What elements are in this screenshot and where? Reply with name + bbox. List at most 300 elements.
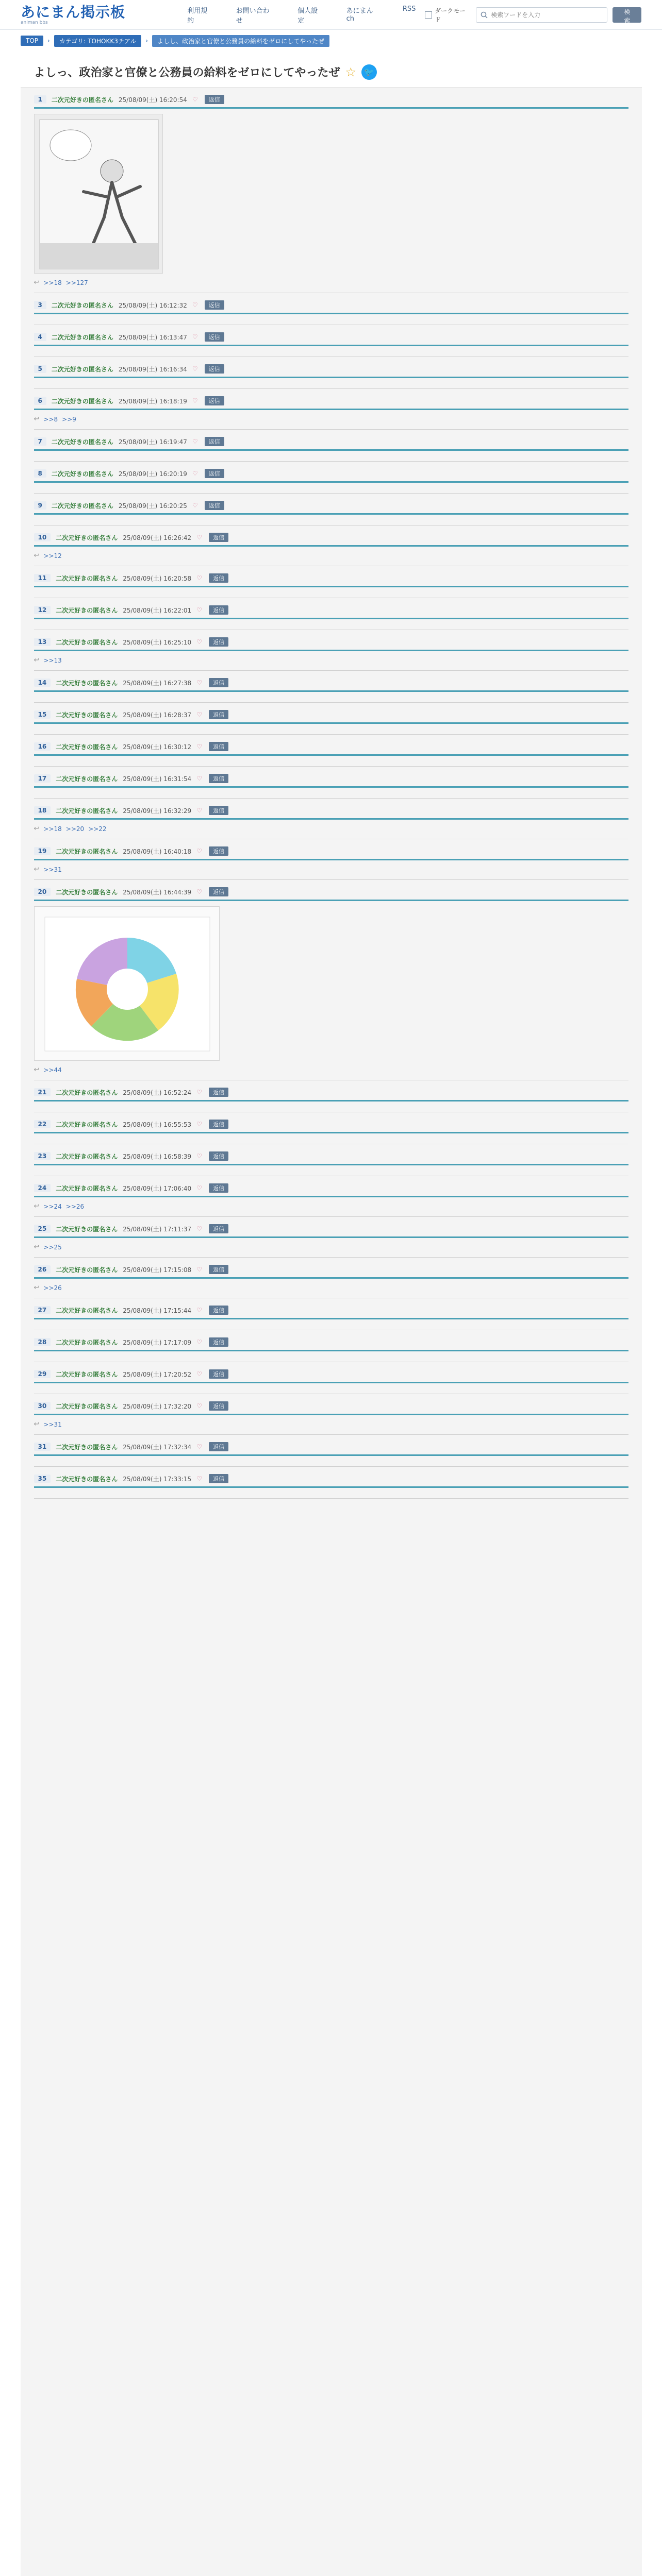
post-date: 25/08/09(土) 17:15:44 xyxy=(123,1307,192,1314)
like-button[interactable] xyxy=(196,1089,204,1096)
poster-name: 二次元好きの匿名さん xyxy=(56,1475,118,1483)
post xyxy=(34,1080,628,1112)
post xyxy=(34,462,628,494)
poster-name: 二次元好きの匿名さん xyxy=(56,606,118,614)
reply-reference-link[interactable]: >>18 xyxy=(43,279,62,286)
post-header xyxy=(34,637,628,647)
post-date: 25/08/09(土) 17:32:20 xyxy=(123,1402,192,1410)
heart-icon: ♡ xyxy=(192,333,198,341)
post-number[interactable]: 15 xyxy=(34,710,51,719)
heart-icon: ♡ xyxy=(196,1402,202,1410)
heart-icon: ♡ xyxy=(196,534,202,541)
heart-icon: ♡ xyxy=(196,1184,202,1192)
post-header xyxy=(34,501,628,510)
post-image[interactable] xyxy=(34,906,220,1061)
post xyxy=(34,1258,628,1298)
post-number[interactable]: 31 xyxy=(34,1443,51,1451)
post-number[interactable]: 19 xyxy=(34,847,51,855)
post-header xyxy=(34,469,628,478)
post-number[interactable]: 24 xyxy=(34,1184,51,1192)
post-divider xyxy=(34,481,628,483)
reply-button[interactable]: 返信 xyxy=(209,742,228,751)
post-number[interactable]: 11 xyxy=(34,574,51,582)
post-number[interactable]: 28 xyxy=(34,1338,51,1346)
post-references xyxy=(34,279,628,286)
dark-mode-label: ダークモード xyxy=(435,7,466,23)
post-number[interactable]: 21 xyxy=(34,1088,51,1096)
reply-icon: ↩ xyxy=(34,656,40,664)
like-button[interactable] xyxy=(196,534,204,541)
post-number[interactable]: 5 xyxy=(34,365,46,373)
heart-icon: ♡ xyxy=(192,301,198,309)
site-logo[interactable] xyxy=(21,5,168,25)
reply-button[interactable]: 返信 xyxy=(205,469,224,478)
post-number[interactable]: 3 xyxy=(34,301,46,309)
post xyxy=(34,1217,628,1258)
reply-reference-link[interactable]: >>9 xyxy=(62,415,76,423)
poster-name: 二次元好きの匿名さん xyxy=(51,301,113,309)
reply-button[interactable]: 返信 xyxy=(205,437,224,446)
heart-icon: ♡ xyxy=(196,848,202,855)
poster-name: 二次元好きの匿名さん xyxy=(56,1338,118,1346)
like-button[interactable] xyxy=(196,888,204,895)
post xyxy=(34,630,628,671)
reply-icon: ↩ xyxy=(34,1202,40,1210)
post-header xyxy=(34,437,628,446)
post-header xyxy=(34,396,628,405)
post-divider xyxy=(34,1100,628,1101)
post-date: 25/08/09(土) 16:55:53 xyxy=(123,1121,192,1128)
reply-button[interactable]: 返信 xyxy=(209,533,228,542)
post-divider xyxy=(34,818,628,820)
post-number[interactable]: 26 xyxy=(34,1265,51,1274)
reply-button[interactable]: 返信 xyxy=(209,1224,228,1233)
like-button[interactable] xyxy=(196,679,204,686)
post-references xyxy=(34,866,628,873)
poster-name: 二次元好きの匿名さん xyxy=(56,1184,118,1192)
post xyxy=(34,880,628,1080)
poster-name: 二次元好きの匿名さん xyxy=(56,1121,118,1128)
poster-name: 二次元好きの匿名さん xyxy=(56,888,118,896)
post-header xyxy=(34,533,628,542)
twitter-bird-icon[interactable]: 🐦 xyxy=(361,64,377,80)
breadcrumb xyxy=(0,33,662,48)
reply-button[interactable]: 返信 xyxy=(205,300,224,310)
like-button[interactable] xyxy=(192,470,200,477)
breadcrumb-top[interactable]: TOP xyxy=(21,36,43,46)
post-divider xyxy=(34,786,628,788)
post-number[interactable]: 4 xyxy=(34,333,46,341)
poster-name: 二次元好きの匿名さん xyxy=(56,638,118,646)
post-date: 25/08/09(土) 16:20:58 xyxy=(123,574,192,582)
reply-icon: ↩ xyxy=(34,279,40,286)
like-button[interactable] xyxy=(196,1266,204,1273)
post-number[interactable]: 8 xyxy=(34,469,46,478)
heart-icon: ♡ xyxy=(192,365,198,372)
poster-name: 二次元好きの匿名さん xyxy=(51,365,113,373)
post-references xyxy=(34,1284,628,1292)
reply-button[interactable]: 返信 xyxy=(209,710,228,719)
post-date: 25/08/09(土) 16:44:39 xyxy=(123,888,192,896)
reply-button[interactable]: 返信 xyxy=(209,846,228,856)
post-date: 25/08/09(土) 16:52:24 xyxy=(123,1089,192,1096)
reply-button[interactable]: 返信 xyxy=(209,1442,228,1451)
reply-button[interactable]: 返信 xyxy=(205,332,224,342)
post-header xyxy=(34,1088,628,1097)
post-divider xyxy=(34,1318,628,1319)
post-number[interactable]: 14 xyxy=(34,679,51,687)
reply-button[interactable]: 返信 xyxy=(209,1151,228,1161)
post-divider xyxy=(34,1277,628,1279)
post-divider xyxy=(34,1132,628,1133)
post-references xyxy=(34,552,628,560)
like-button[interactable] xyxy=(196,574,204,582)
post-date: 25/08/09(土) 17:33:15 xyxy=(123,1475,192,1483)
heart-icon: ♡ xyxy=(196,807,202,814)
like-button[interactable] xyxy=(192,333,200,341)
post-header xyxy=(34,887,628,896)
post-references xyxy=(34,1420,628,1428)
post-references xyxy=(34,1243,628,1251)
post-header xyxy=(34,846,628,856)
reply-reference-link[interactable]: >>127 xyxy=(65,279,88,286)
post-divider xyxy=(34,409,628,410)
like-button[interactable] xyxy=(196,1184,204,1192)
poster-name: 二次元好きの匿名さん xyxy=(56,711,118,719)
post-number[interactable]: 22 xyxy=(34,1120,51,1128)
poster-name: 二次元好きの匿名さん xyxy=(56,775,118,783)
post-date: 25/08/09(土) 17:06:40 xyxy=(123,1184,192,1192)
reply-reference-link[interactable]: >>12 xyxy=(43,552,62,560)
heart-icon: ♡ xyxy=(192,397,198,404)
reply-reference-link[interactable]: >>24 xyxy=(43,1202,62,1210)
poster-name: 二次元好きの匿名さん xyxy=(56,1225,118,1233)
reply-button[interactable]: 返信 xyxy=(209,1088,228,1097)
heart-icon: ♡ xyxy=(196,1089,202,1096)
reply-reference-link[interactable]: >>18 xyxy=(43,825,62,833)
post-date: 25/08/09(土) 16:58:39 xyxy=(123,1153,192,1160)
post-divider xyxy=(34,618,628,619)
post xyxy=(34,430,628,462)
post xyxy=(34,767,628,799)
reply-button[interactable]: 返信 xyxy=(209,1474,228,1483)
heart-icon: ♡ xyxy=(196,679,202,686)
post xyxy=(34,88,628,293)
like-button[interactable] xyxy=(196,1153,204,1160)
post-divider xyxy=(34,1196,628,1197)
post-divider xyxy=(34,449,628,451)
reply-reference-link[interactable]: >>13 xyxy=(43,656,62,664)
breadcrumb-category[interactable]: カテゴリ: TOHOKK3チアル xyxy=(54,35,142,47)
like-button[interactable] xyxy=(196,1121,204,1128)
post-header xyxy=(34,1337,628,1347)
post-number[interactable]: 30 xyxy=(34,1402,51,1410)
reply-button[interactable]: 返信 xyxy=(209,1401,228,1411)
post xyxy=(34,598,628,630)
search-button[interactable]: 検索 xyxy=(613,7,641,23)
post-header xyxy=(34,95,628,104)
reply-icon: ↩ xyxy=(34,552,40,560)
post-number[interactable]: 18 xyxy=(34,806,51,815)
post-number[interactable]: 10 xyxy=(34,533,51,541)
nav-item-contact[interactable]: お問い合わせ xyxy=(236,7,270,25)
logo-title: あにまん掲示板 xyxy=(21,3,126,21)
post-divider xyxy=(34,859,628,860)
like-button[interactable] xyxy=(192,301,200,309)
heart-icon: ♡ xyxy=(196,1266,202,1273)
post-header xyxy=(34,605,628,615)
thread-title-row xyxy=(21,57,642,88)
reply-reference-link[interactable]: >>25 xyxy=(43,1243,62,1251)
post xyxy=(34,1144,628,1176)
post-date: 25/08/09(土) 16:31:54 xyxy=(123,775,192,783)
post-number[interactable]: 23 xyxy=(34,1152,51,1160)
logo-subtitle: animan bbs xyxy=(21,20,48,25)
post-divider xyxy=(34,1486,628,1488)
reply-button[interactable]: 返信 xyxy=(209,1183,228,1193)
reply-button[interactable]: 返信 xyxy=(209,605,228,615)
post-divider xyxy=(34,545,628,547)
post-divider xyxy=(34,1382,628,1383)
heart-icon: ♡ xyxy=(192,438,198,445)
post-divider xyxy=(34,1350,628,1351)
nav-item-rss[interactable]: RSS xyxy=(402,5,416,13)
heart-icon: ♡ xyxy=(192,470,198,477)
like-button[interactable] xyxy=(192,96,200,103)
reply-icon: ↩ xyxy=(34,825,40,833)
post-date: 25/08/09(土) 16:12:32 xyxy=(118,301,187,309)
poster-name: 二次元好きの匿名さん xyxy=(51,502,113,510)
post-header xyxy=(34,1369,628,1379)
reply-icon: ↩ xyxy=(34,415,40,423)
reply-button[interactable]: 返信 xyxy=(209,774,228,783)
post xyxy=(34,1176,628,1217)
search-box xyxy=(476,7,607,23)
reply-button[interactable]: 返信 xyxy=(209,637,228,647)
post-number[interactable]: 35 xyxy=(34,1475,51,1483)
post-number[interactable]: 27 xyxy=(34,1306,51,1314)
post xyxy=(34,1394,628,1435)
post xyxy=(34,703,628,735)
post-number[interactable]: 6 xyxy=(34,397,46,405)
dark-mode-checkbox[interactable] xyxy=(425,11,432,19)
like-button[interactable] xyxy=(196,743,204,750)
post-number[interactable]: 9 xyxy=(34,501,46,510)
like-button[interactable] xyxy=(196,1307,204,1314)
post-divider xyxy=(34,1414,628,1415)
reply-button[interactable]: 返信 xyxy=(205,95,224,104)
post-date: 25/08/09(土) 17:11:37 xyxy=(123,1225,192,1233)
reply-icon: ↩ xyxy=(34,866,40,873)
reply-reference-link[interactable]: >>31 xyxy=(43,866,62,873)
poster-name: 二次元好きの匿名さん xyxy=(51,470,113,478)
like-button[interactable] xyxy=(196,638,204,646)
post-header xyxy=(34,774,628,783)
post-header xyxy=(34,364,628,374)
post-references xyxy=(34,415,628,423)
post-header xyxy=(34,1265,628,1274)
breadcrumb-thread[interactable]: よしし、政治家と官僚と公務員の給料をゼロにしてやったぜ xyxy=(152,35,329,47)
post-number[interactable]: 13 xyxy=(34,638,51,646)
poster-name: 二次元好きの匿名さん xyxy=(51,96,113,104)
poster-name: 二次元好きの匿名さん xyxy=(51,397,113,405)
post-image[interactable] xyxy=(34,114,163,274)
like-button[interactable] xyxy=(196,1225,204,1232)
heart-icon: ♡ xyxy=(196,1153,202,1160)
post-header xyxy=(34,1401,628,1411)
heart-icon: ♡ xyxy=(192,502,198,509)
like-button[interactable] xyxy=(192,438,200,445)
post-header xyxy=(34,300,628,310)
post-references xyxy=(34,825,628,833)
reply-button[interactable]: 返信 xyxy=(205,396,224,405)
post-header xyxy=(34,1306,628,1315)
like-button[interactable] xyxy=(196,775,204,782)
post-divider xyxy=(34,690,628,692)
heart-icon: ♡ xyxy=(196,888,202,895)
post-divider xyxy=(34,1236,628,1238)
nav-item-settings[interactable]: 個人設定 xyxy=(297,7,318,25)
heart-icon: ♡ xyxy=(196,711,202,718)
reply-button[interactable]: 返信 xyxy=(205,364,224,374)
star-icon[interactable]: ☆ xyxy=(345,64,357,79)
post-header xyxy=(34,1183,628,1193)
post xyxy=(34,526,628,566)
reply-button[interactable]: 返信 xyxy=(209,887,228,896)
like-button[interactable] xyxy=(196,1338,204,1346)
post-divider xyxy=(34,650,628,651)
post xyxy=(34,1362,628,1394)
post xyxy=(34,325,628,357)
reply-reference-link[interactable]: >>20 xyxy=(65,825,85,833)
post-date: 25/08/09(土) 16:25:10 xyxy=(123,638,192,646)
reply-button[interactable]: 返信 xyxy=(209,1337,228,1347)
post-number[interactable]: 12 xyxy=(34,606,51,614)
like-button[interactable] xyxy=(196,1443,204,1450)
post-header xyxy=(34,678,628,687)
post xyxy=(34,1298,628,1330)
heart-icon: ♡ xyxy=(196,1307,202,1314)
post-number[interactable]: 17 xyxy=(34,774,51,783)
like-button[interactable] xyxy=(196,807,204,814)
post-date: 25/08/09(土) 16:18:19 xyxy=(118,397,187,405)
heart-icon: ♡ xyxy=(196,1225,202,1232)
post-date: 25/08/09(土) 16:27:38 xyxy=(123,679,192,687)
post-header xyxy=(34,573,628,583)
post xyxy=(34,671,628,703)
like-button[interactable] xyxy=(196,1475,204,1482)
reply-button[interactable]: 返信 xyxy=(209,1120,228,1129)
post-date: 25/08/09(土) 16:30:12 xyxy=(123,743,192,751)
heart-icon: ♡ xyxy=(196,1443,202,1450)
reply-reference-link[interactable]: >>44 xyxy=(43,1066,62,1074)
post xyxy=(34,494,628,526)
like-button[interactable] xyxy=(196,848,204,855)
post xyxy=(34,566,628,598)
nav-item-animanch[interactable]: あにまんch xyxy=(346,7,373,23)
search-input[interactable] xyxy=(491,11,603,19)
reply-button[interactable]: 返信 xyxy=(209,1369,228,1379)
post-number[interactable]: 25 xyxy=(34,1225,51,1233)
poster-name: 二次元好きの匿名さん xyxy=(51,333,113,341)
heart-icon: ♡ xyxy=(196,1370,202,1378)
reply-reference-link[interactable]: >>8 xyxy=(43,415,58,423)
post-references xyxy=(34,656,628,664)
dark-mode-toggle[interactable] xyxy=(425,6,471,24)
post-date: 25/08/09(土) 16:40:18 xyxy=(123,848,192,855)
heart-icon: ♡ xyxy=(196,638,202,646)
post-date: 25/08/09(土) 16:20:54 xyxy=(118,96,187,104)
nav-item-terms[interactable]: 利用規約 xyxy=(187,7,208,25)
reply-reference-link[interactable]: >>31 xyxy=(43,1420,62,1428)
reply-button[interactable]: 返信 xyxy=(209,678,228,687)
breadcrumb-separator: › xyxy=(145,37,148,44)
post-divider xyxy=(34,754,628,756)
poster-name: 二次元好きの匿名さん xyxy=(56,1402,118,1410)
poster-name: 二次元好きの匿名さん xyxy=(56,1307,118,1314)
reply-button[interactable]: 返信 xyxy=(209,573,228,583)
poster-name: 二次元好きの匿名さん xyxy=(56,1153,118,1160)
post-divider xyxy=(34,107,628,109)
post-number[interactable]: 1 xyxy=(34,95,46,104)
reply-button[interactable]: 返信 xyxy=(209,1265,228,1274)
post-divider xyxy=(34,900,628,901)
poster-name: 二次元好きの匿名さん xyxy=(56,743,118,751)
reply-icon: ↩ xyxy=(34,1243,40,1251)
reply-button[interactable]: 返信 xyxy=(209,806,228,815)
post xyxy=(34,799,628,839)
reply-reference-link[interactable]: >>26 xyxy=(43,1284,62,1292)
like-button[interactable] xyxy=(192,365,200,372)
post-list xyxy=(21,88,642,1499)
breadcrumb-separator: › xyxy=(47,37,50,44)
post-divider xyxy=(34,1454,628,1456)
post-date: 25/08/09(土) 16:28:37 xyxy=(123,711,192,719)
heart-icon: ♡ xyxy=(196,574,202,582)
post-date: 25/08/09(土) 16:13:47 xyxy=(118,333,187,341)
post-divider xyxy=(34,586,628,587)
like-button[interactable] xyxy=(192,397,200,404)
post-date: 25/08/09(土) 17:15:08 xyxy=(123,1266,192,1274)
post-number[interactable]: 20 xyxy=(34,888,51,896)
post xyxy=(34,1435,628,1467)
post xyxy=(34,293,628,325)
post-header xyxy=(34,332,628,342)
reply-button[interactable]: 返信 xyxy=(209,1306,228,1315)
post-divider xyxy=(34,377,628,378)
post xyxy=(34,357,628,389)
post-date: 25/08/09(土) 17:17:09 xyxy=(123,1338,192,1346)
like-button[interactable] xyxy=(192,502,200,509)
like-button[interactable] xyxy=(196,711,204,718)
post-number[interactable]: 7 xyxy=(34,437,46,446)
like-button[interactable] xyxy=(196,1402,204,1410)
post-number[interactable]: 29 xyxy=(34,1370,51,1378)
reply-button[interactable]: 返信 xyxy=(205,501,224,510)
header-right xyxy=(425,6,641,24)
like-button[interactable] xyxy=(196,1370,204,1378)
reply-reference-link[interactable]: >>26 xyxy=(65,1202,85,1210)
post-divider xyxy=(34,345,628,346)
post-number[interactable]: 16 xyxy=(34,742,51,751)
heart-icon: ♡ xyxy=(196,1338,202,1346)
reply-reference-link[interactable]: >>22 xyxy=(88,825,107,833)
poster-name: 二次元好きの匿名さん xyxy=(56,1370,118,1378)
post xyxy=(34,735,628,767)
poster-name: 二次元好きの匿名さん xyxy=(56,574,118,582)
post-header xyxy=(34,742,628,751)
like-button[interactable] xyxy=(196,606,204,614)
